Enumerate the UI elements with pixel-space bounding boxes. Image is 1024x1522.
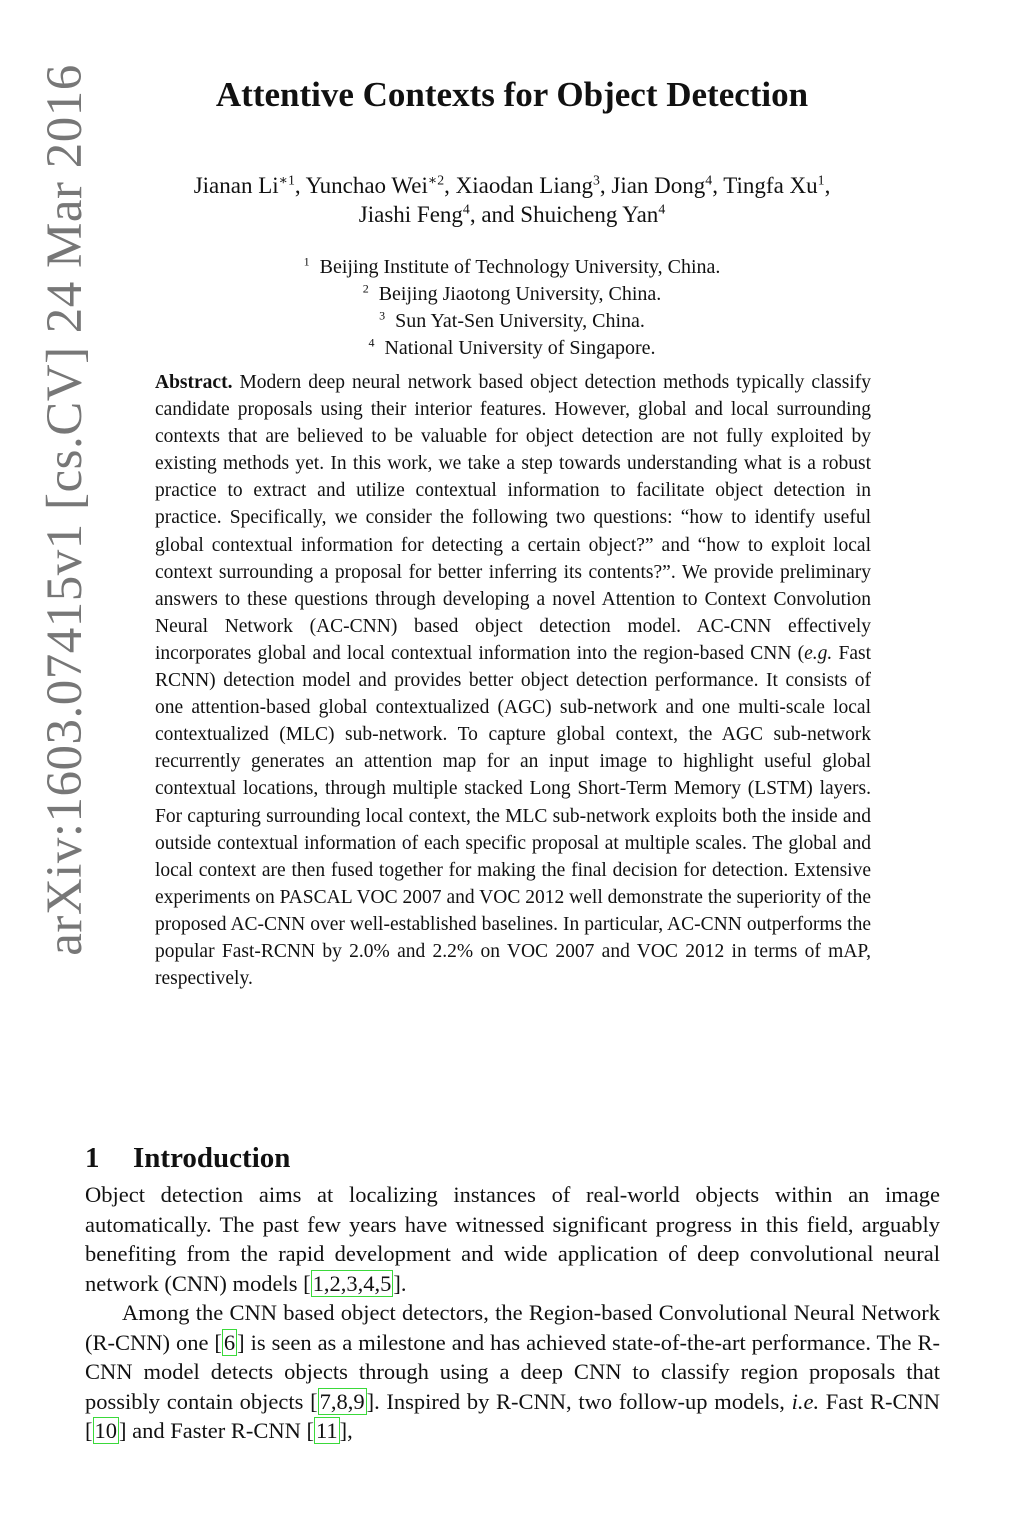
paragraph: Object detection aims at localizing instances of real-world objects within an image automatically. The past few years have witnessed significant progress in this field, arguably benefiting from the rapid development and wide application of deep convolutional neural network (CNN) models [1,2,3,4,5]. [85,1182,940,1296]
affiliation: $^4$ National University of Singapore. [368,335,656,359]
author: Yunchao Wei$^{∗2}$, [305,172,456,198]
paragraph: Among the CNN based object detectors, the Region-based Convolutional Neural Network (R-CNN) one [6] is seen as a milestone and has achieved state-of-the-art performance. The R-CNN model detects objects through using a deep CNN to classify region proposals that possibly contain objects [7,8,9]. Inspired by R-CNN, two follow-up models, i.e. Fast R-CNN [10] and Faster R-CNN [11], [85,1300,940,1443]
affiliation: $^2$ Beijing Jiaotong University, China. [362,281,662,305]
citation-link[interactable]: 7,8,9 [319,1388,365,1414]
author: Tingfa Xu$^1$, [723,172,831,198]
author: Jian Dong$^4$, [611,172,724,198]
citation-link[interactable]: 10 [94,1418,117,1443]
citation-link[interactable]: 1,2,3,4,5 [312,1270,392,1296]
section-heading-introduction: 1 Introduction [85,1142,291,1174]
author: Jianan $Li^{∗1}$, [193,172,306,198]
paper-title: Attentive Contexts for Object Detection [215,75,809,114]
abstract-label: Abstract. [155,372,233,393]
citation-link[interactable]: 6 [223,1329,236,1355]
citation-link[interactable]: 11 [315,1418,338,1443]
author-list [80,171,944,229]
author: Xiaodan Liang$^3$, [455,172,612,198]
affiliation: $^3$ Sun Yat-Sen University, China. [379,308,645,332]
arxiv-id-text: arXiv:1603.07415v1 [cs.CV] 24 Mar 2016 [37,64,93,956]
abstract: Abstract. Modern deep neural network based object detection methods typically classify candidate proposals using their interior features. However, global and local surrounding contexts that are believed to be valuable for object detection are not fully exploited by existing methods yet. In this work, we take a step towards understanding what is a robust practice to extract and utilize contextual information to facilitate object detection in practice. Specifically, we consider the following two questions: “how to identify useful global contextual information for detecting a certain object?” and “how to exploit local context surrounding a proposal for better inferring its contents?”. We provide preliminary answers to these questions through developing a novel Attention to Context Convolution Neural Network (AC-CNN) based object detection model. AC-CNN effectively incorporates global and local contextual information into the region-based CNN (e.g. Fast RCNN) detection model and provides better object detection performance. It consists of one attention-based global contextualized (AGC) sub-network and one multi-scale local contextualized (MLC) sub-network. To capture global context, the AGC sub-network recurrently generates an attention map for an input image to highlight useful global contextual locations, through multiple stacked Long Short-Term Memory (LSTM) layers. For capturing surrounding local context, the MLC sub-network exploits both the inside and outside contextual information of each specific proposal at multiple scales. The global and local context are then fused together for making the final decision for detection. Extensive experiments on PASCAL VOC 2007 and VOC 2012 well demonstrate the superiority of the proposed AC-CNN over well-established baselines. In particular, AC-CNN outperforms the popular Fast-RCNN by 2.0% and 2.2% on VOC 2007 and VOC 2012 in terms of mAP, respectively. [155,372,872,990]
affiliation-list [80,254,944,362]
introduction-body [85,1180,940,1446]
affiliation: $^1$ Beijing Institute of Technology University, China. [303,254,721,278]
author: Jiashi Feng$^4$, and [358,201,521,227]
author: Shuicheng Yan$^4$ [520,201,666,227]
